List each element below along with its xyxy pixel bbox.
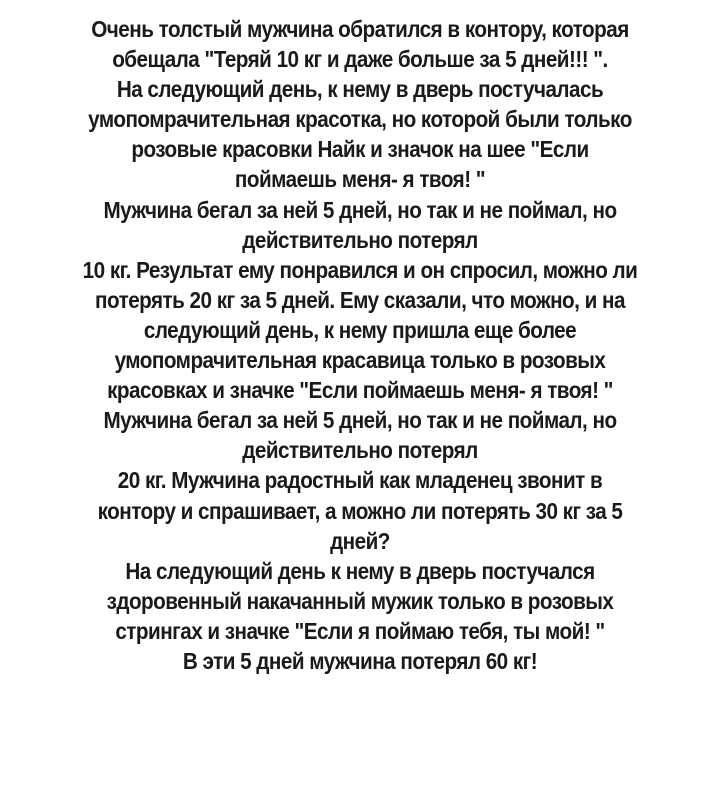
text-line: умопомрачительная красавица только в розовых	[114, 347, 606, 374]
text-line: красовках и значке "Если поймаешь меня- я твоя! "	[107, 377, 613, 404]
text-line: потерять 20 кг за 5 дней. Ему сказали, что можно, и на	[95, 286, 625, 313]
text-line: 20 кг. Мужчина радостный как младенец звонит в	[117, 467, 603, 494]
text-line: поймаешь меня- я твоя! "	[234, 166, 486, 193]
text-line: действительно потерял	[242, 226, 478, 253]
text-line: действительно потерял	[242, 437, 478, 464]
text-line: умопомрачительная красотка, но которой были только	[88, 106, 632, 133]
text-line: На следующий день, к нему в дверь постучалась	[116, 76, 604, 103]
text-line: обещала "Теряй 10 кг и даже больше за 5 дней!!! ".	[112, 46, 608, 73]
text-line: здоровенный накачанный мужик только в розовых	[106, 587, 614, 614]
text-line: Мужчина бегал за ней 5 дней, но так и не поймал, но	[103, 407, 617, 434]
text-line: дней?	[330, 527, 390, 554]
text-line: стрингах и значке "Если я поймаю тебя, ты мой! "	[115, 617, 605, 644]
text-line: розовые красовки Найк и значок на шее "Если	[131, 136, 589, 163]
text-line: На следующий день к нему в дверь постучался	[125, 557, 595, 584]
text-line: В эти 5 дней мужчина потерял 60 кг!	[182, 647, 538, 674]
text-line: следующий день, к нему пришла еще более	[143, 316, 577, 343]
joke-text	[48, 14, 671, 676]
text-line: Очень толстый мужчина обратился в контору, которая	[91, 16, 629, 42]
text-line: контору и спрашивает, а можно ли потерять 30 кг за 5	[97, 497, 623, 524]
text-line: 10 кг. Результат ему понравился и он спросил, можно ли	[82, 256, 638, 283]
text-line: Мужчина бегал за ней 5 дней, но так и не поймал, но	[103, 196, 617, 223]
